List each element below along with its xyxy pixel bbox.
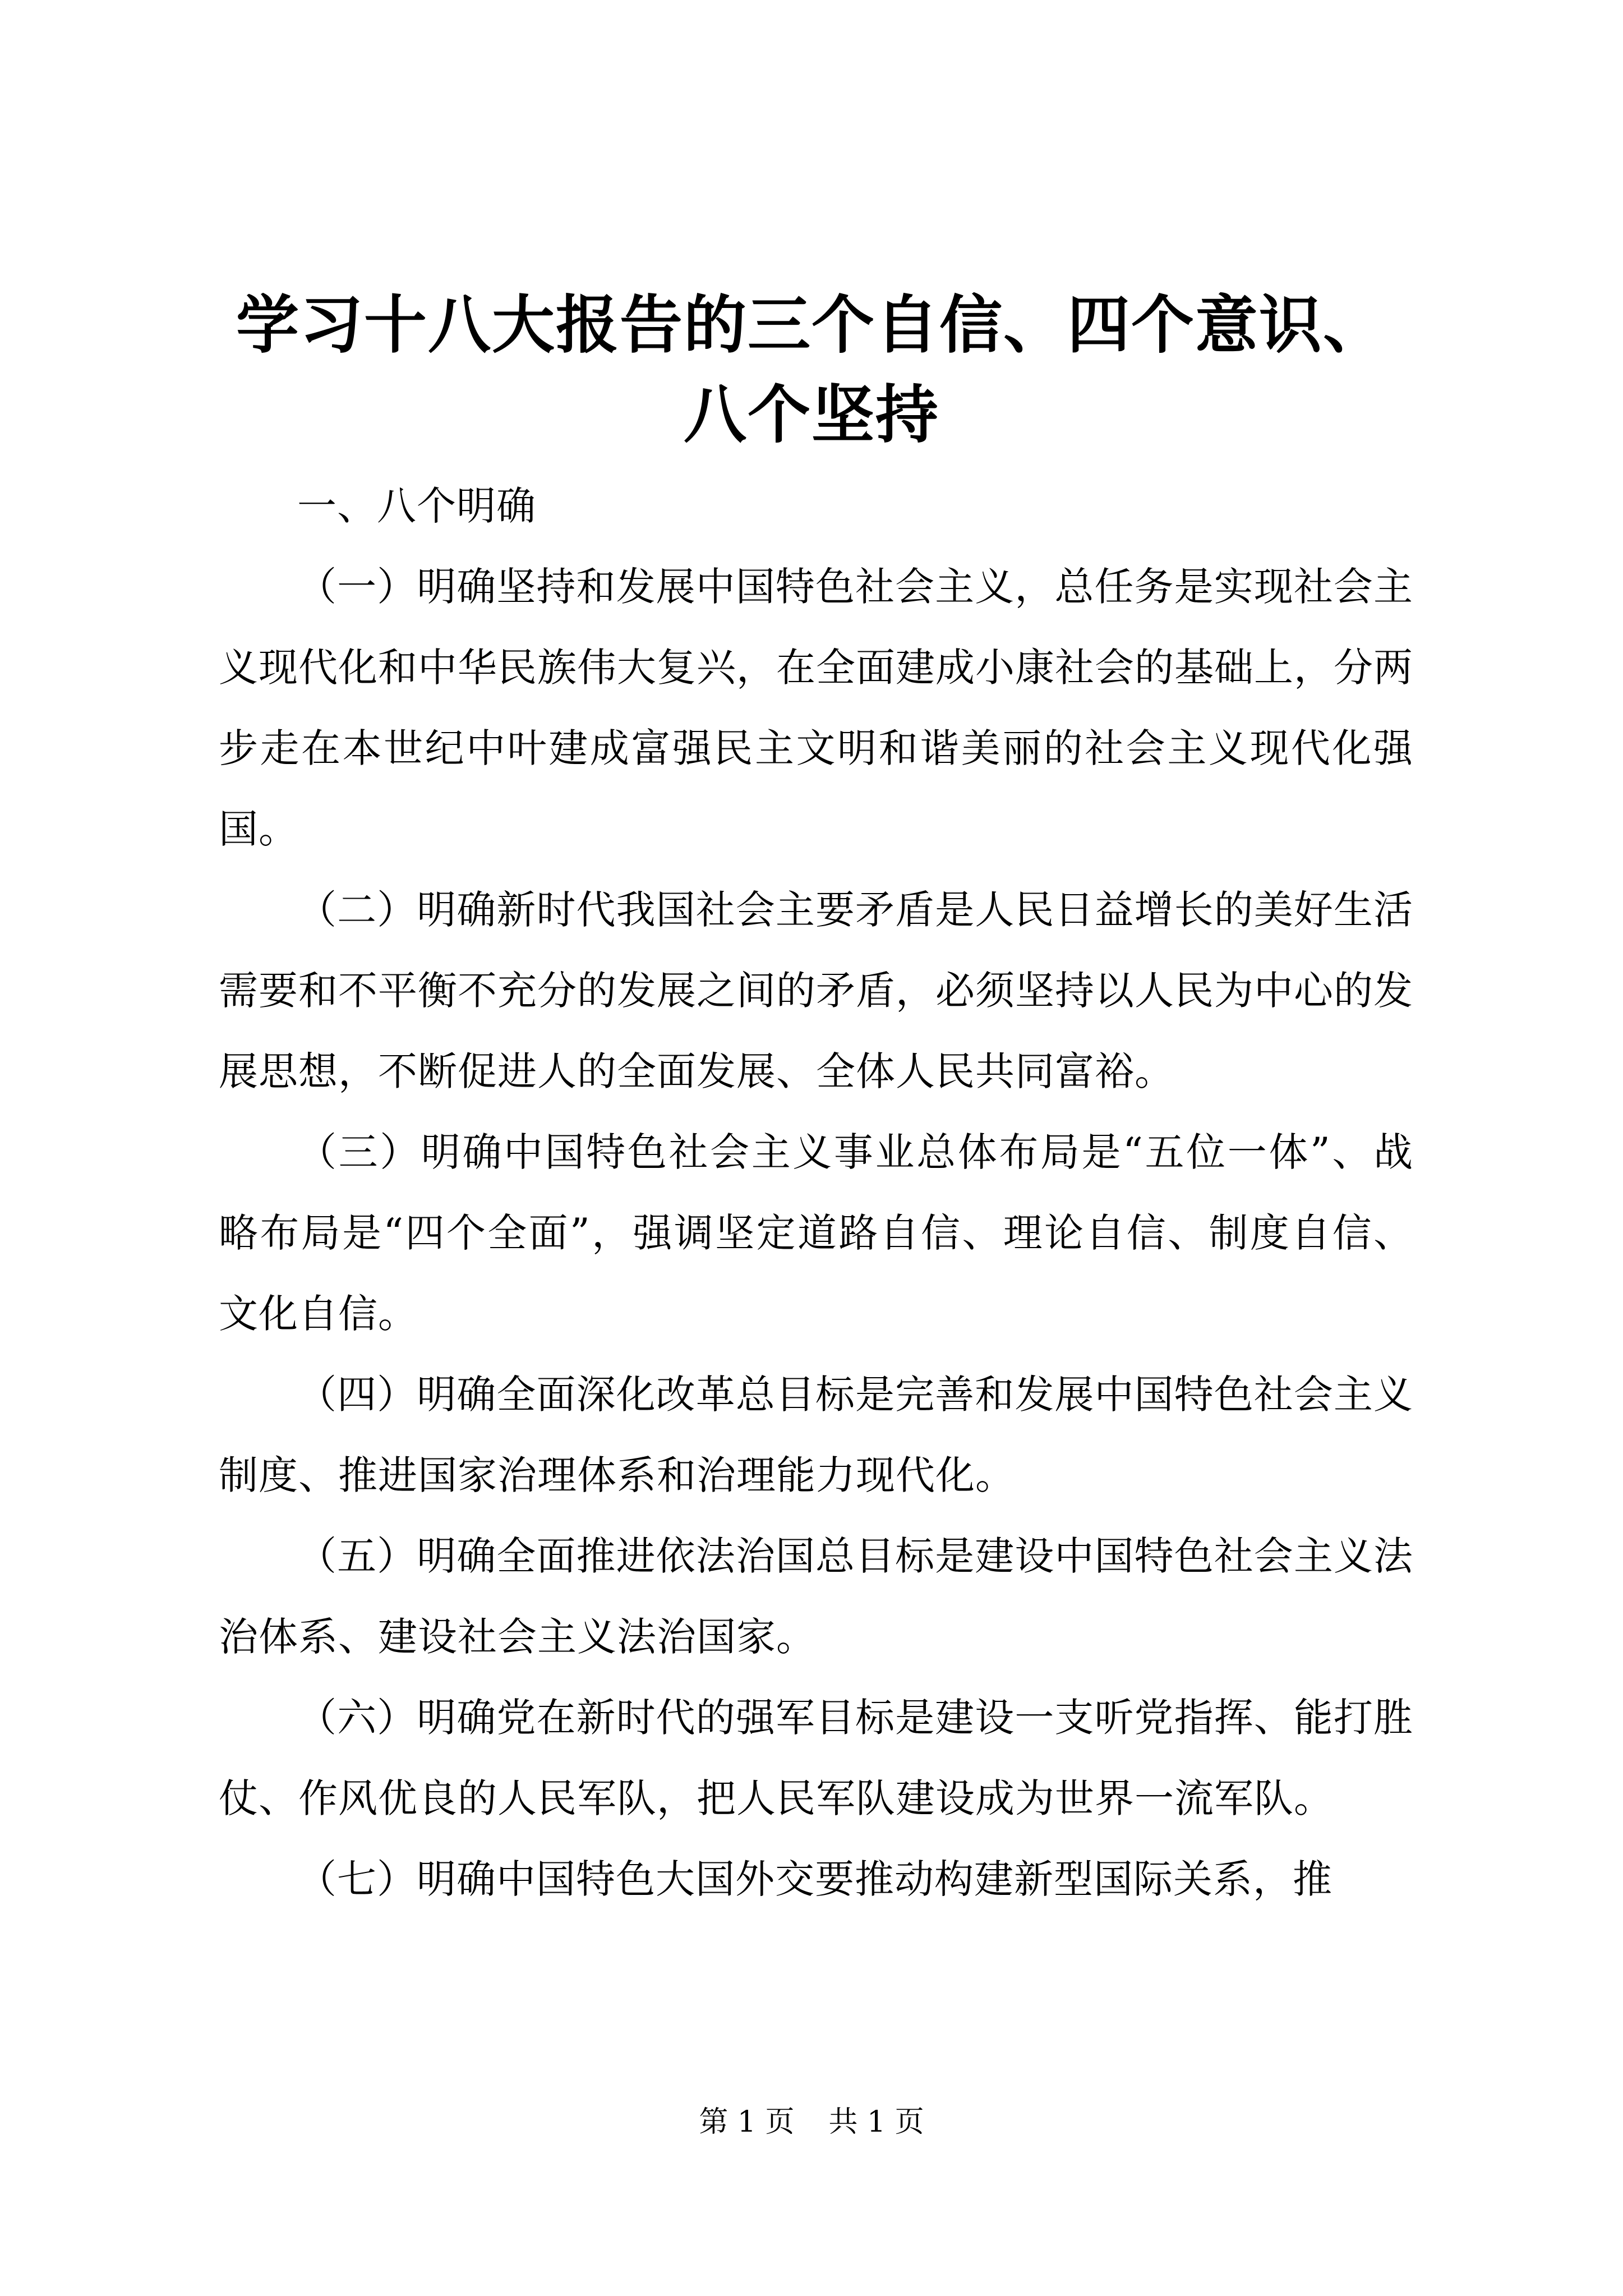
page-total: 共 1 页 [828, 2105, 924, 2139]
paragraph-5: （五）明确全面推进依法治国总目标是建设中国特色社会主义法治体系、建设社会主义法治国家。 [219, 1533, 1413, 1660]
paragraph-6: （六）明确党在新时代的强军目标是建设一支听党指挥、能打胜仗、作风优良的人民军队，把人民军队建设成为世界一流军队。 [219, 1695, 1413, 1821]
paragraph-1: （一）明确坚持和发展中国特色社会主义，总任务是实现社会主义现代化和中华民族伟大复兴，在全面建成小康社会的基础上，分两步走在本世纪中叶建成富强民主文明和谐美丽的社会主义现代化强国。 [219, 564, 1413, 852]
page-footer [0, 2102, 1623, 2142]
page-number: 第 1 页 [699, 2105, 795, 2139]
document-body [219, 466, 1413, 1920]
paragraph-4: （四）明确全面深化改革总目标是完善和发展中国特色社会主义制度、推进国家治理体系和治理能力现代化。 [219, 1372, 1413, 1498]
paragraph-2: （二）明确新时代我国社会主要矛盾是人民日益增长的美好生活需要和不平衡不充分的发展之间的矛盾，必须坚持以人民为中心的发展思想，不断促进人的全面发展、全体人民共同富裕。 [219, 887, 1413, 1094]
section-heading: 一、八个明确 [297, 483, 536, 529]
paragraph-3: （三）明确中国特色社会主义事业总体布局是“五位一体”、战略布局是“四个全面”，强调坚定道路自信、理论自信、制度自信、文化自信。 [219, 1129, 1413, 1337]
paragraph-7: （七）明确中国特色大国外交要推动构建新型国际关系，推 [297, 1856, 1332, 1902]
document-title: 学习十八大报告的三个自信、四个意识、八个坚持 [236, 288, 1387, 452]
